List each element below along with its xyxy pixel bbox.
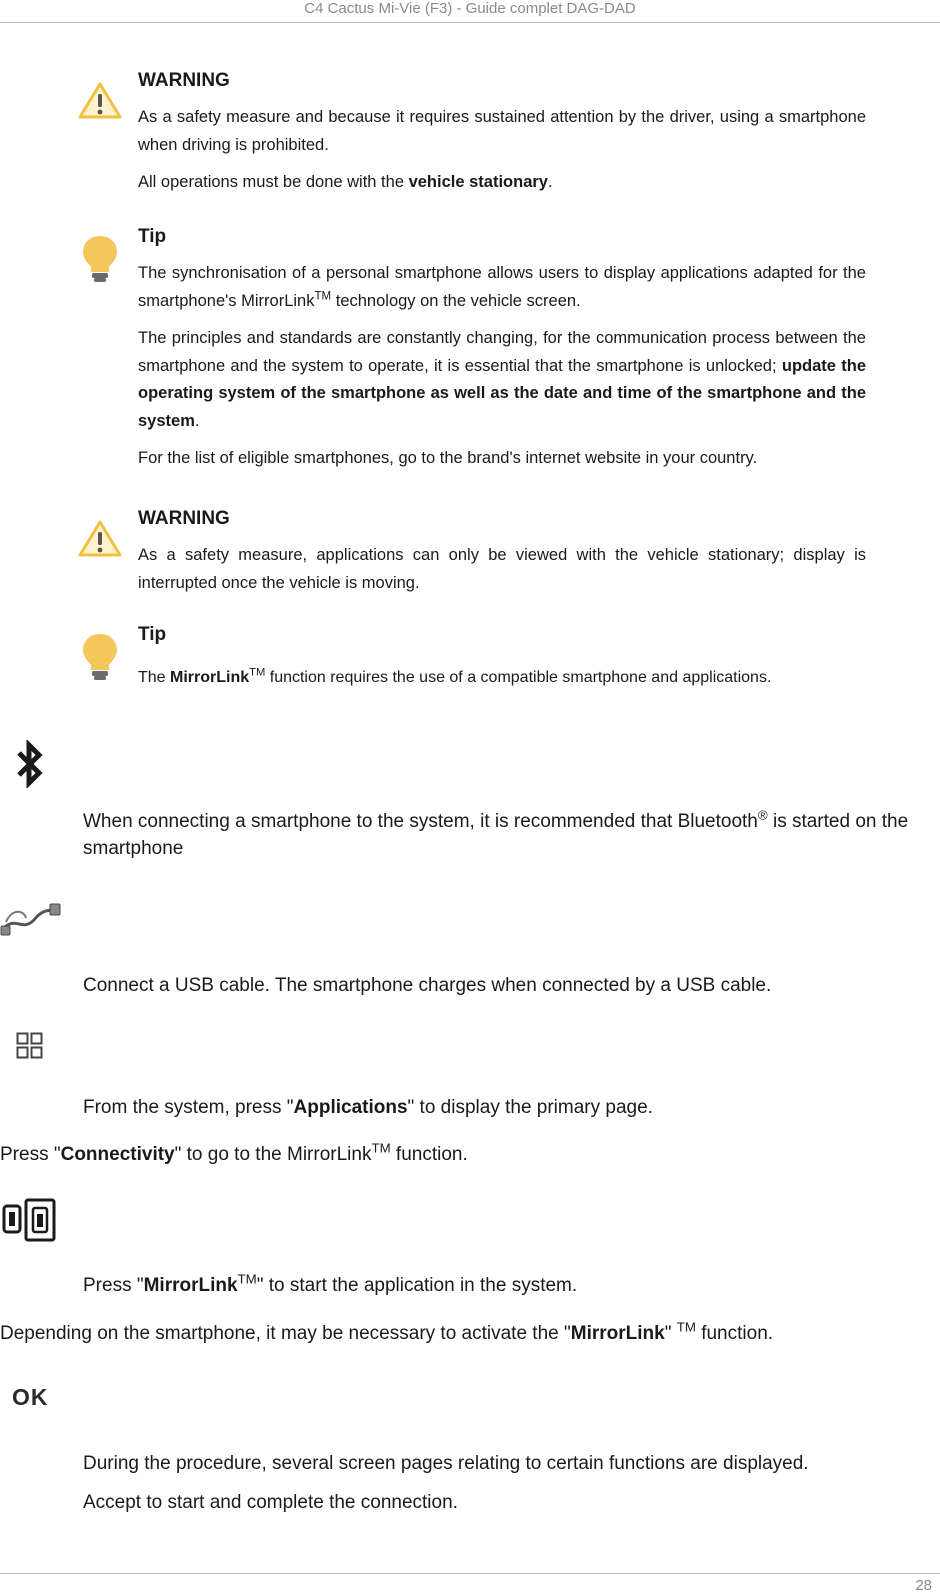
- tip-paragraph: For the list of eligible smartphones, go to the brand's internet website in your country.: [138, 449, 758, 467]
- accept-instruction: Accept to start and complete the connection.: [83, 1492, 458, 1513]
- lightbulb-icon: [80, 632, 120, 682]
- tip-text: [138, 664, 866, 702]
- tip-paragraph: The MirrorLink™ function requires the use of a compatible smartphone and applications.: [138, 666, 772, 686]
- warning-icon: [78, 520, 122, 558]
- page-header: [0, 0, 940, 23]
- warning-title: WARNING: [138, 70, 230, 91]
- mirrorlink-instruction: Press "MirrorLink™" to start the application in the system.: [83, 1271, 578, 1296]
- warning-title: WARNING: [138, 508, 230, 529]
- warning-paragraph: As a safety measure and because it requires sustained attention by the driver, using a smartphone when driving is prohibited.: [138, 108, 866, 154]
- usb-cable-icon: [0, 898, 62, 938]
- tip-title: Tip: [138, 624, 167, 645]
- tip-title: Tip: [138, 226, 167, 247]
- mirrorlink-icon: [2, 1196, 56, 1244]
- document-title: C4 Cactus Mi-Vie (F3) - Guide complet DAG-DAD: [304, 0, 636, 17]
- warning-text: [138, 542, 866, 607]
- warning-paragraph: All operations must be done with the vehicle stationary.: [138, 173, 553, 191]
- page-number: 28: [915, 1577, 932, 1594]
- bluetooth-instruction: When connecting a smartphone to the system, it is recommended that Bluetooth® is started on the smartphone: [83, 807, 909, 859]
- applications-grid-icon: [16, 1032, 44, 1060]
- procedure-instruction: During the procedure, several screen pages relating to certain functions are displayed.: [83, 1453, 809, 1474]
- tip-text: [138, 260, 866, 483]
- applications-instruction: From the system, press "Applications" to display the primary page.: [83, 1097, 653, 1118]
- warning-text: [138, 104, 866, 207]
- ok-button-icon: OK: [12, 1384, 49, 1410]
- warning-icon: [78, 82, 122, 120]
- usb-instruction: Connect a USB cable. The smartphone charges when connected by a USB cable.: [83, 975, 772, 996]
- footer-divider: [0, 1573, 940, 1574]
- lightbulb-icon: [80, 234, 120, 284]
- bluetooth-icon: [14, 740, 44, 788]
- connectivity-instruction: Press "Connectivity" to go to the MirrorLink™ function.: [0, 1140, 468, 1165]
- mirrorlink-activation-instruction: Depending on the smartphone, it may be necessary to activate the "MirrorLink" ™ function.: [0, 1319, 774, 1344]
- warning-paragraph: As a safety measure, applications can only be viewed with the vehicle stationary; display is interrupted once the vehicle is moving.: [138, 546, 866, 592]
- tip-paragraph: The synchronisation of a personal smartphone allows users to display applications adapted for the smartphone's MirrorLink™ technology on the vehicle screen.: [138, 264, 866, 310]
- tip-paragraph: The principles and standards are constantly changing, for the communication process between the smartphone and the system to operate, it is essential that the smartphone is unlocked; update the operating system of the smartphone as well as the date and time of the smartphone and the system.: [138, 329, 866, 430]
